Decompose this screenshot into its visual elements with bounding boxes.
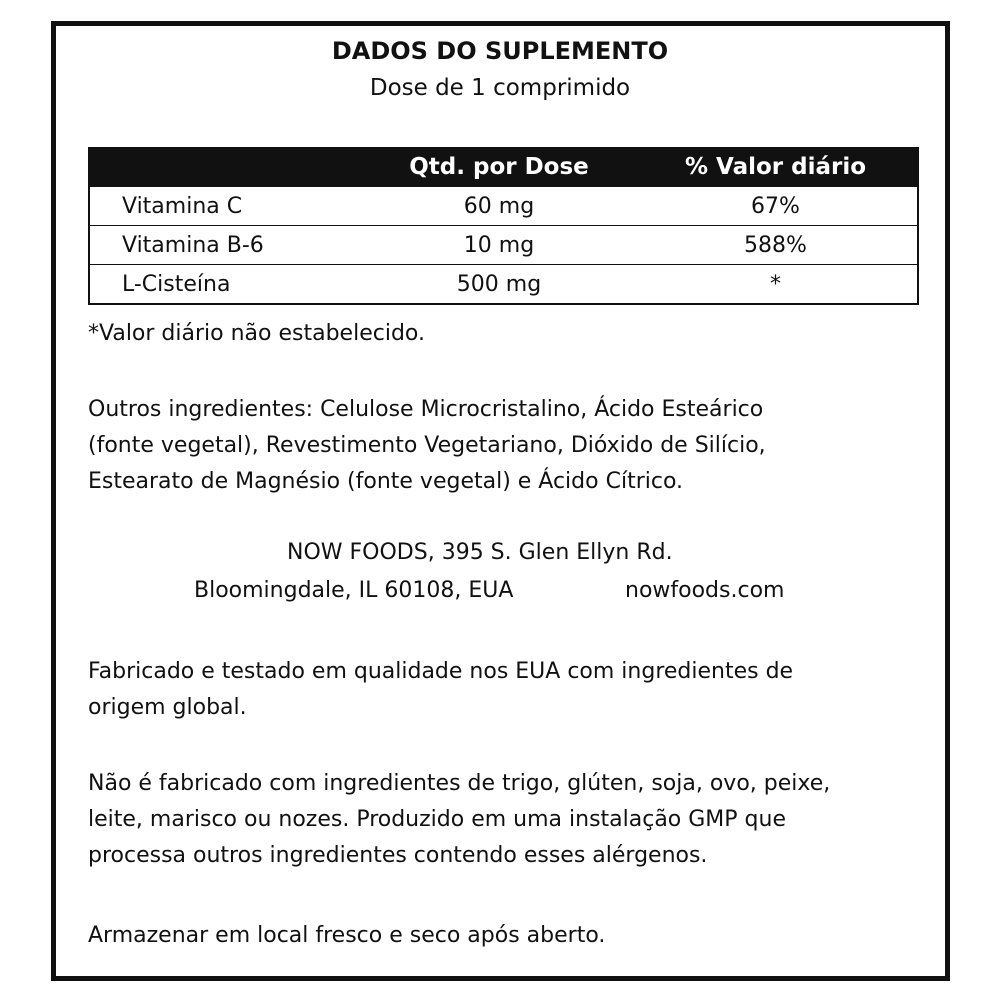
nutrient-name: Vitamina B-6 [89, 226, 364, 265]
allergen-line: processa outros ingredientes contendo esses alérgenos. [88, 843, 708, 868]
other-ingredients [88, 392, 928, 500]
allergen-line: Não é fabricado com ingredientes de trigo, glúten, soja, ovo, peixe, [88, 771, 831, 796]
other-ingredients-line: (fonte vegetal), Revestimento Vegetariano, Dióxido de Silício, [88, 433, 766, 458]
table-row [89, 187, 918, 226]
other-ingredients-line: Outros ingredientes: Celulose Microcristalino, Ácido Esteárico [88, 397, 764, 422]
supplement-facts-table [88, 147, 919, 305]
manufacturing-line: Fabricado e testado em qualidade nos EUA com ingredientes de [88, 659, 794, 684]
table-header-row [89, 147, 918, 187]
storage-instructions: Armazenar em local fresco e seco após aberto. [88, 923, 606, 948]
column-header-nutrient [89, 147, 364, 187]
allergen-statement [88, 766, 928, 874]
nutrient-name: L-Cisteína [89, 265, 364, 305]
table-row [89, 226, 918, 265]
nutrient-amount: 500 mg [364, 265, 634, 305]
manufacturing-line: origem global. [88, 695, 247, 720]
column-header-daily-value: % Valor diário [634, 147, 918, 187]
company-address: NOW FOODS, 395 S. Glen Ellyn Rd. [287, 540, 673, 565]
nutrient-daily-value: * [634, 265, 918, 305]
table-row [89, 265, 918, 305]
other-ingredients-line: Estearato de Magnésio (fonte vegetal) e Ácido Cítrico. [88, 469, 684, 494]
company-city: Bloomingdale, IL 60108, EUA [194, 578, 514, 603]
daily-value-footnote: *Valor diário não estabelecido. [88, 321, 425, 346]
nutrient-daily-value: 588% [634, 226, 918, 265]
column-header-amount: Qtd. por Dose [364, 147, 634, 187]
nutrient-daily-value: 67% [751, 193, 800, 219]
serving-size: Dose de 1 comprimido [369, 75, 631, 101]
company-website: nowfoods.com [625, 578, 785, 603]
allergen-line: leite, marisco ou nozes. Produzido em uma instalação GMP que [88, 807, 786, 832]
label-title: DADOS DO SUPLEMENTO [331, 37, 669, 65]
nutrient-amount: 10 mg [364, 226, 634, 265]
nutrient-name: Vitamina C [122, 193, 243, 219]
manufacturing-note [88, 654, 928, 726]
nutrient-amount: 60 mg [463, 193, 535, 219]
